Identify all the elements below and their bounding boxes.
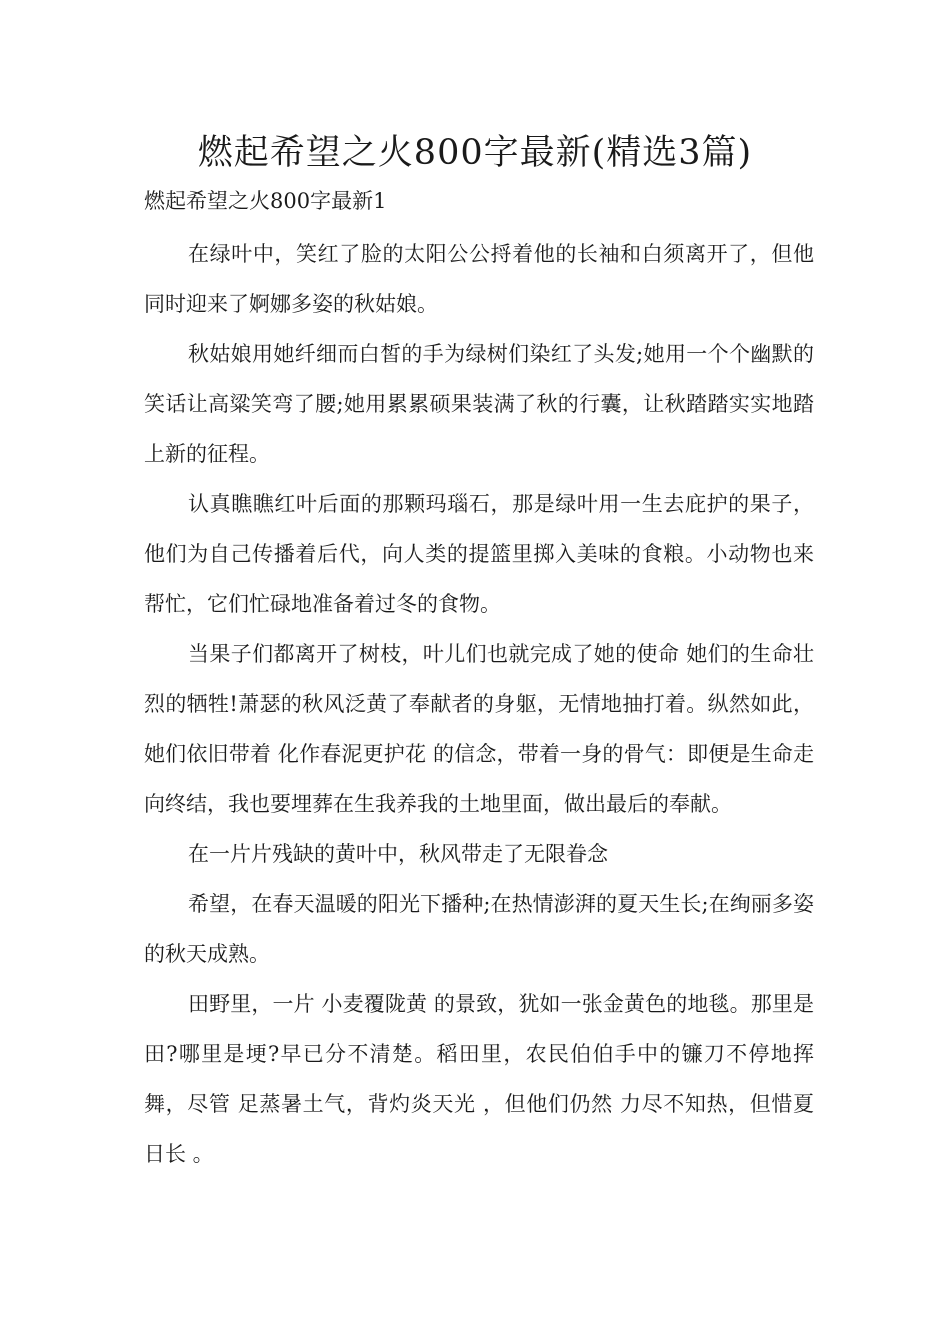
paragraph: 秋姑娘用她纤细而白皙的手为绿树们染红了头发;她用一个个幽默的笑话让高粱笑弯了腰;她用累累硕果装满了秋的行囊，让秋踏踏实实地踏上新的征程。 bbox=[144, 342, 814, 466]
document-body bbox=[144, 229, 814, 1179]
paragraph: 当果子们都离开了树枝，叶儿们也就完成了她的使命 她们的生命壮烈的牺牲!萧瑟的秋风泛黄了奉献者的身躯，无情地抽打着。纵然如此，她们依旧带着 化作春泥更护花 的信念，带着一身的骨气：即便是生命走向终结，我也要埋葬在生我养我的土地里面，做出最后的奉献。 bbox=[144, 642, 814, 816]
paragraph: 在一片片残缺的黄叶中，秋风带走了无限眷念 bbox=[188, 842, 608, 866]
section-heading: 燃起希望之火800字最新1 bbox=[144, 189, 387, 213]
paragraph: 认真瞧瞧红叶后面的那颗玛瑙石，那是绿叶用一生去庇护的果子，他们为自己传播着后代，向人类的提篮里掷入美味的食粮。小动物也来帮忙，它们忙碌地准备着过冬的食物。 bbox=[144, 492, 814, 616]
paragraph: 希望，在春天温暖的阳光下播种;在热情澎湃的夏天生长;在绚丽多姿的秋天成熟。 bbox=[144, 892, 814, 966]
paragraph: 在绿叶中，笑红了脸的太阳公公捋着他的长袖和白须离开了，但他同时迎来了婀娜多姿的秋姑娘。 bbox=[144, 242, 814, 316]
document-title: 燃起希望之火800字最新(精选3篇) bbox=[197, 133, 753, 173]
paragraph: 田野里，一片 小麦覆陇黄 的景致，犹如一张金黄色的地毯。那里是田?哪里是埂?早已分不清楚。稻田里，农民伯伯手中的镰刀不停地挥舞，尽管 足蒸暑土气，背灼炎天光 ，但他们仍然 力尽不知热，但惜夏日长 。 bbox=[144, 992, 814, 1166]
